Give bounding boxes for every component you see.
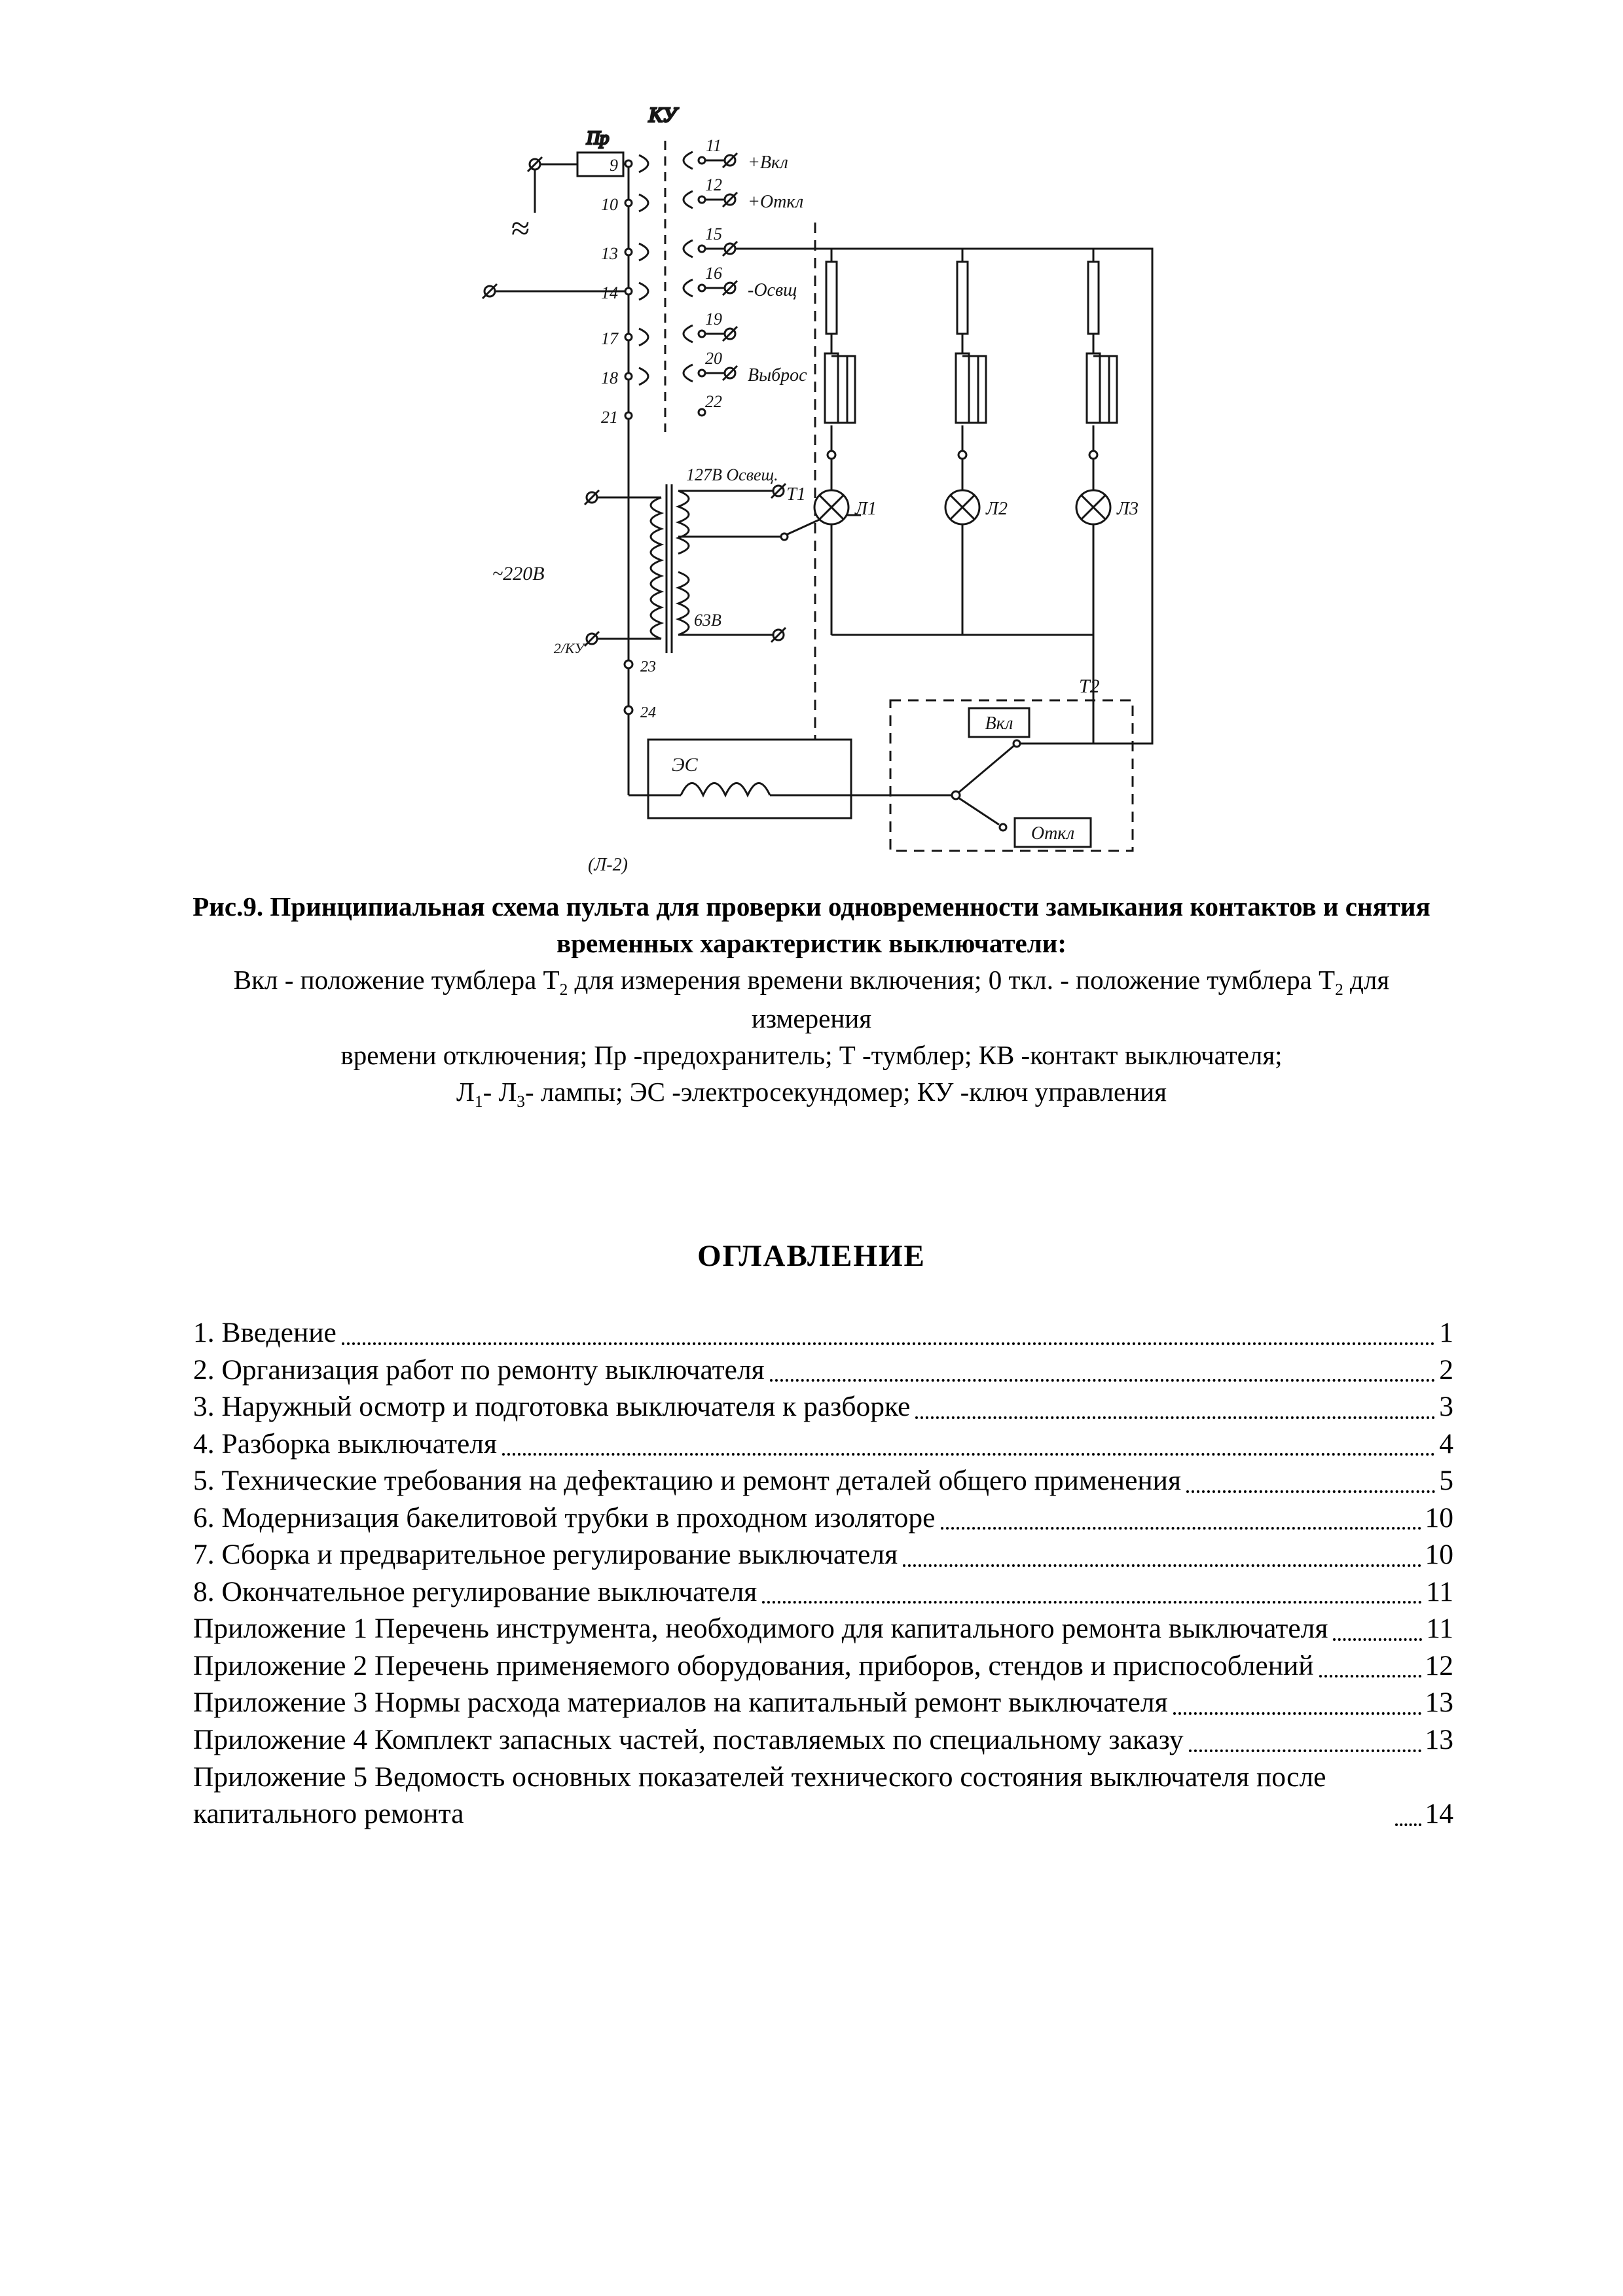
resistor: [1109, 356, 1117, 423]
toc-entry-page: 13: [1425, 1687, 1453, 1719]
toc-heading: ОГЛАВЛЕНИЕ: [697, 1239, 926, 1273]
svg-text:12: 12: [705, 175, 722, 194]
caption-text: Рис.9. Принципиальная схема пульта для проверки одновременности замыкания контактов и снятия: [192, 891, 1431, 922]
svg-text:20: 20: [705, 349, 722, 368]
toc-entry-page: 2: [1439, 1354, 1453, 1386]
resistor: [826, 262, 837, 334]
t2-contact-vkl: [1013, 740, 1020, 747]
vkl-direction-label: +Вкл: [748, 152, 788, 173]
toc-entry-page: 3: [1439, 1391, 1453, 1423]
resistor: [847, 356, 855, 423]
mains-label: ≈: [511, 210, 530, 247]
svg-text:21: 21: [601, 408, 618, 427]
toc-entry: [193, 1536, 1453, 1573]
toc-entry: [193, 1647, 1453, 1685]
terminal-number: 24: [640, 704, 656, 721]
mains-source: [511, 210, 530, 247]
toc-leader-dots: [1186, 1490, 1435, 1493]
caption-text: - Л: [483, 1076, 517, 1107]
wire: [962, 249, 982, 635]
toc-entry-label: Приложение 1 Перечень инструмента, необходимого для капитального ремонта выключателя: [193, 1613, 1328, 1645]
toc-entry-page: 4: [1439, 1427, 1453, 1460]
lamp-label: Л1: [855, 499, 877, 519]
toc-entry: [193, 1499, 1453, 1537]
toc-entry: [193, 1721, 1453, 1759]
toc-entry-page: 13: [1425, 1724, 1453, 1756]
es-box: [648, 740, 851, 818]
svg-text:9: 9: [610, 156, 618, 175]
caption-body-line-2: [181, 1037, 1442, 1074]
toc-entry: [193, 1610, 1453, 1647]
ku-tap-label: 2/КУ: [553, 640, 584, 656]
fuse-label: Пр: [587, 128, 610, 149]
svg-text:16: 16: [705, 264, 722, 283]
toc-leader-dots: [1189, 1749, 1421, 1752]
toc-leader-dots: [770, 1379, 1436, 1382]
secondary-winding-127: [678, 491, 689, 554]
svg-text:10: 10: [601, 195, 618, 214]
caption-body-line-1: [181, 962, 1442, 1038]
lamp-branch-1: [814, 262, 877, 524]
secondary-winding-63: [678, 572, 689, 635]
lamp-label: Л3: [1117, 499, 1139, 519]
caption-text: Л: [456, 1076, 475, 1107]
key-contact-blades-right: [684, 152, 693, 382]
svg-text:14: 14: [601, 283, 618, 302]
toc-entry: [193, 1462, 1453, 1499]
caption-text: - лампы; ЭС -электросекундомер; КУ -ключ управления: [524, 1076, 1167, 1107]
toc-entry-label: 1. Введение: [193, 1317, 337, 1348]
terminal: [828, 451, 835, 459]
l2-tag-label: (Л-2): [588, 855, 628, 875]
terminal-number: 23: [640, 658, 656, 675]
toc-entry: [193, 1573, 1453, 1611]
caption-text: временных характеристик выключатели:: [556, 927, 1067, 958]
t2-label: Т2: [1079, 675, 1100, 697]
vybros-label: Выброс: [748, 365, 807, 386]
osveshchenie-label: -Освщ: [748, 280, 797, 300]
lamp-branch-3: [1076, 262, 1139, 524]
toc-entry-page: 1: [1439, 1317, 1453, 1348]
toc-entry-label: 7. Сборка и предварительное регулирование выключателя: [193, 1539, 898, 1571]
toc-entry-page: 11: [1426, 1613, 1453, 1645]
toc-entry-label: 5. Технические требования на дефектацию и ремонт деталей общего применения: [193, 1465, 1181, 1497]
toc-leader-dots: [941, 1527, 1421, 1530]
toc-leader-dots: [903, 1564, 1421, 1567]
svg-text:11: 11: [705, 136, 722, 155]
caption-title-line-2: [181, 925, 1442, 962]
toc-entry-label: 2. Организация работ по ремонту выключателя: [193, 1354, 765, 1386]
otkl-direction-label: +Откл: [748, 192, 804, 212]
toc-leader-dots: [915, 1416, 1435, 1419]
caption-text: для измерения: [751, 964, 1390, 1034]
toc-leader-dots: [1333, 1638, 1422, 1641]
otkl-label: Откл: [1030, 823, 1075, 844]
svg-text:18: 18: [601, 368, 618, 387]
v63-label: 63В: [694, 611, 721, 630]
toc-entry: [193, 1388, 1453, 1426]
primary-winding: [651, 497, 661, 639]
resistor: [978, 356, 986, 423]
transformer-core: [666, 484, 672, 653]
caption-text: для измерения времени включения; 0 ткл. - положение тумблера Т: [568, 964, 1336, 995]
toc-entry-page: 10: [1425, 1539, 1453, 1571]
toc-leader-dots: [502, 1453, 1435, 1456]
es-coil: [681, 783, 770, 796]
wire: [1093, 249, 1113, 635]
svg-text:17: 17: [601, 329, 618, 348]
svg-text:15: 15: [705, 224, 722, 243]
svg-text:22: 22: [705, 392, 722, 411]
resistor: [1087, 353, 1100, 423]
t2-arm-down: [958, 798, 999, 825]
v220-label: ~220В: [492, 563, 545, 584]
resistor: [1088, 262, 1099, 334]
toc-leader-dots: [762, 1601, 1422, 1604]
caption-body-line-3: [181, 1074, 1442, 1113]
caption-subscript: 2: [559, 980, 568, 999]
toc-entry-label: 4. Разборка выключателя: [193, 1427, 498, 1460]
resistor: [957, 262, 968, 334]
t2-arm-up: [958, 746, 1013, 793]
toc-entry-page: 12: [1425, 1649, 1453, 1681]
toc-leader-dots: [1173, 1712, 1421, 1715]
t2-contact-otkl: [1000, 824, 1006, 831]
toc-entry: [193, 1352, 1453, 1389]
resistor: [956, 353, 969, 423]
key-terminal-numbers: [601, 136, 722, 427]
schematic-svg: [432, 85, 1192, 903]
toc-entry-label: 3. Наружный осмотр и подготовка выключателя к разборке: [193, 1391, 911, 1423]
toc-entry-label: Приложение 5 Ведомость основных показателей технического состояния выключателя после капитального ремонта: [193, 1761, 1326, 1830]
v127-label: 127В Освещ.: [686, 465, 778, 484]
toc-entry-label: Приложение 4 Комплект запасных частей, поставляемых по специальному заказу: [193, 1724, 1184, 1756]
svg-text:19: 19: [705, 310, 722, 329]
t1-label: Т1: [786, 484, 806, 505]
wire: [831, 249, 851, 635]
toc-entry: [193, 1426, 1453, 1463]
key-contact-blades-left: [639, 155, 648, 385]
svg-text:13: 13: [601, 244, 618, 263]
caption-text: Вкл - положение тумблера Т: [233, 964, 560, 995]
control-key-label: КУ: [648, 103, 677, 126]
figure-caption: [181, 889, 1442, 1113]
control-key-bank: [601, 103, 807, 427]
terminal: [625, 706, 632, 714]
toc-entry-page: 5: [1439, 1465, 1453, 1497]
toc-leader-dots: [342, 1342, 1435, 1345]
toc-entry-page: 11: [1426, 1575, 1453, 1607]
resistor: [825, 353, 838, 423]
toc-entry-label: 8. Окончательное регулирование выключателя: [193, 1575, 757, 1607]
toc-entry: [193, 1759, 1453, 1833]
vkl-label: Вкл: [985, 713, 1013, 734]
lamp-branch-2: [945, 262, 1008, 524]
toc-leader-dots: [1319, 1675, 1421, 1677]
toc-entry-label: Приложение 3 Нормы расхода материалов на капитальный ремонт выключателя: [193, 1687, 1168, 1719]
lamp-label: Л2: [986, 499, 1008, 519]
key-position-labels: [748, 152, 807, 386]
toc-entry-page: 10: [1425, 1501, 1453, 1534]
toc-entry: [193, 1314, 1453, 1352]
terminal: [1089, 451, 1097, 459]
toc-leader-dots: [1395, 1823, 1421, 1826]
toc-entry-label: Приложение 2 Перечень применяемого оборудования, приборов, стендов и приспособлений: [193, 1649, 1314, 1681]
toc-entry: [193, 1684, 1453, 1721]
caption-subscript: 3: [517, 1092, 525, 1111]
terminal: [625, 660, 632, 668]
electrosecond-meter: [554, 640, 851, 875]
table-of-contents: [193, 1314, 1453, 1833]
caption-subscript: 2: [1335, 980, 1343, 999]
t1-arm: [786, 518, 824, 535]
circuit-schematic: [432, 85, 1192, 903]
caption-text: времени отключения; Пр -предохранитель; Т -тумблер; КВ -контакт выключателя;: [340, 1040, 1283, 1070]
caption-title-line-1: [181, 889, 1442, 925]
toc-entry-page: 14: [1425, 1798, 1453, 1830]
terminal: [958, 451, 966, 459]
es-label: ЭС: [672, 754, 698, 776]
caption-subscript: 1: [474, 1092, 483, 1111]
toc-entry-label: 6. Модернизация бакелитовой трубки в проходном изоляторе: [193, 1501, 936, 1534]
